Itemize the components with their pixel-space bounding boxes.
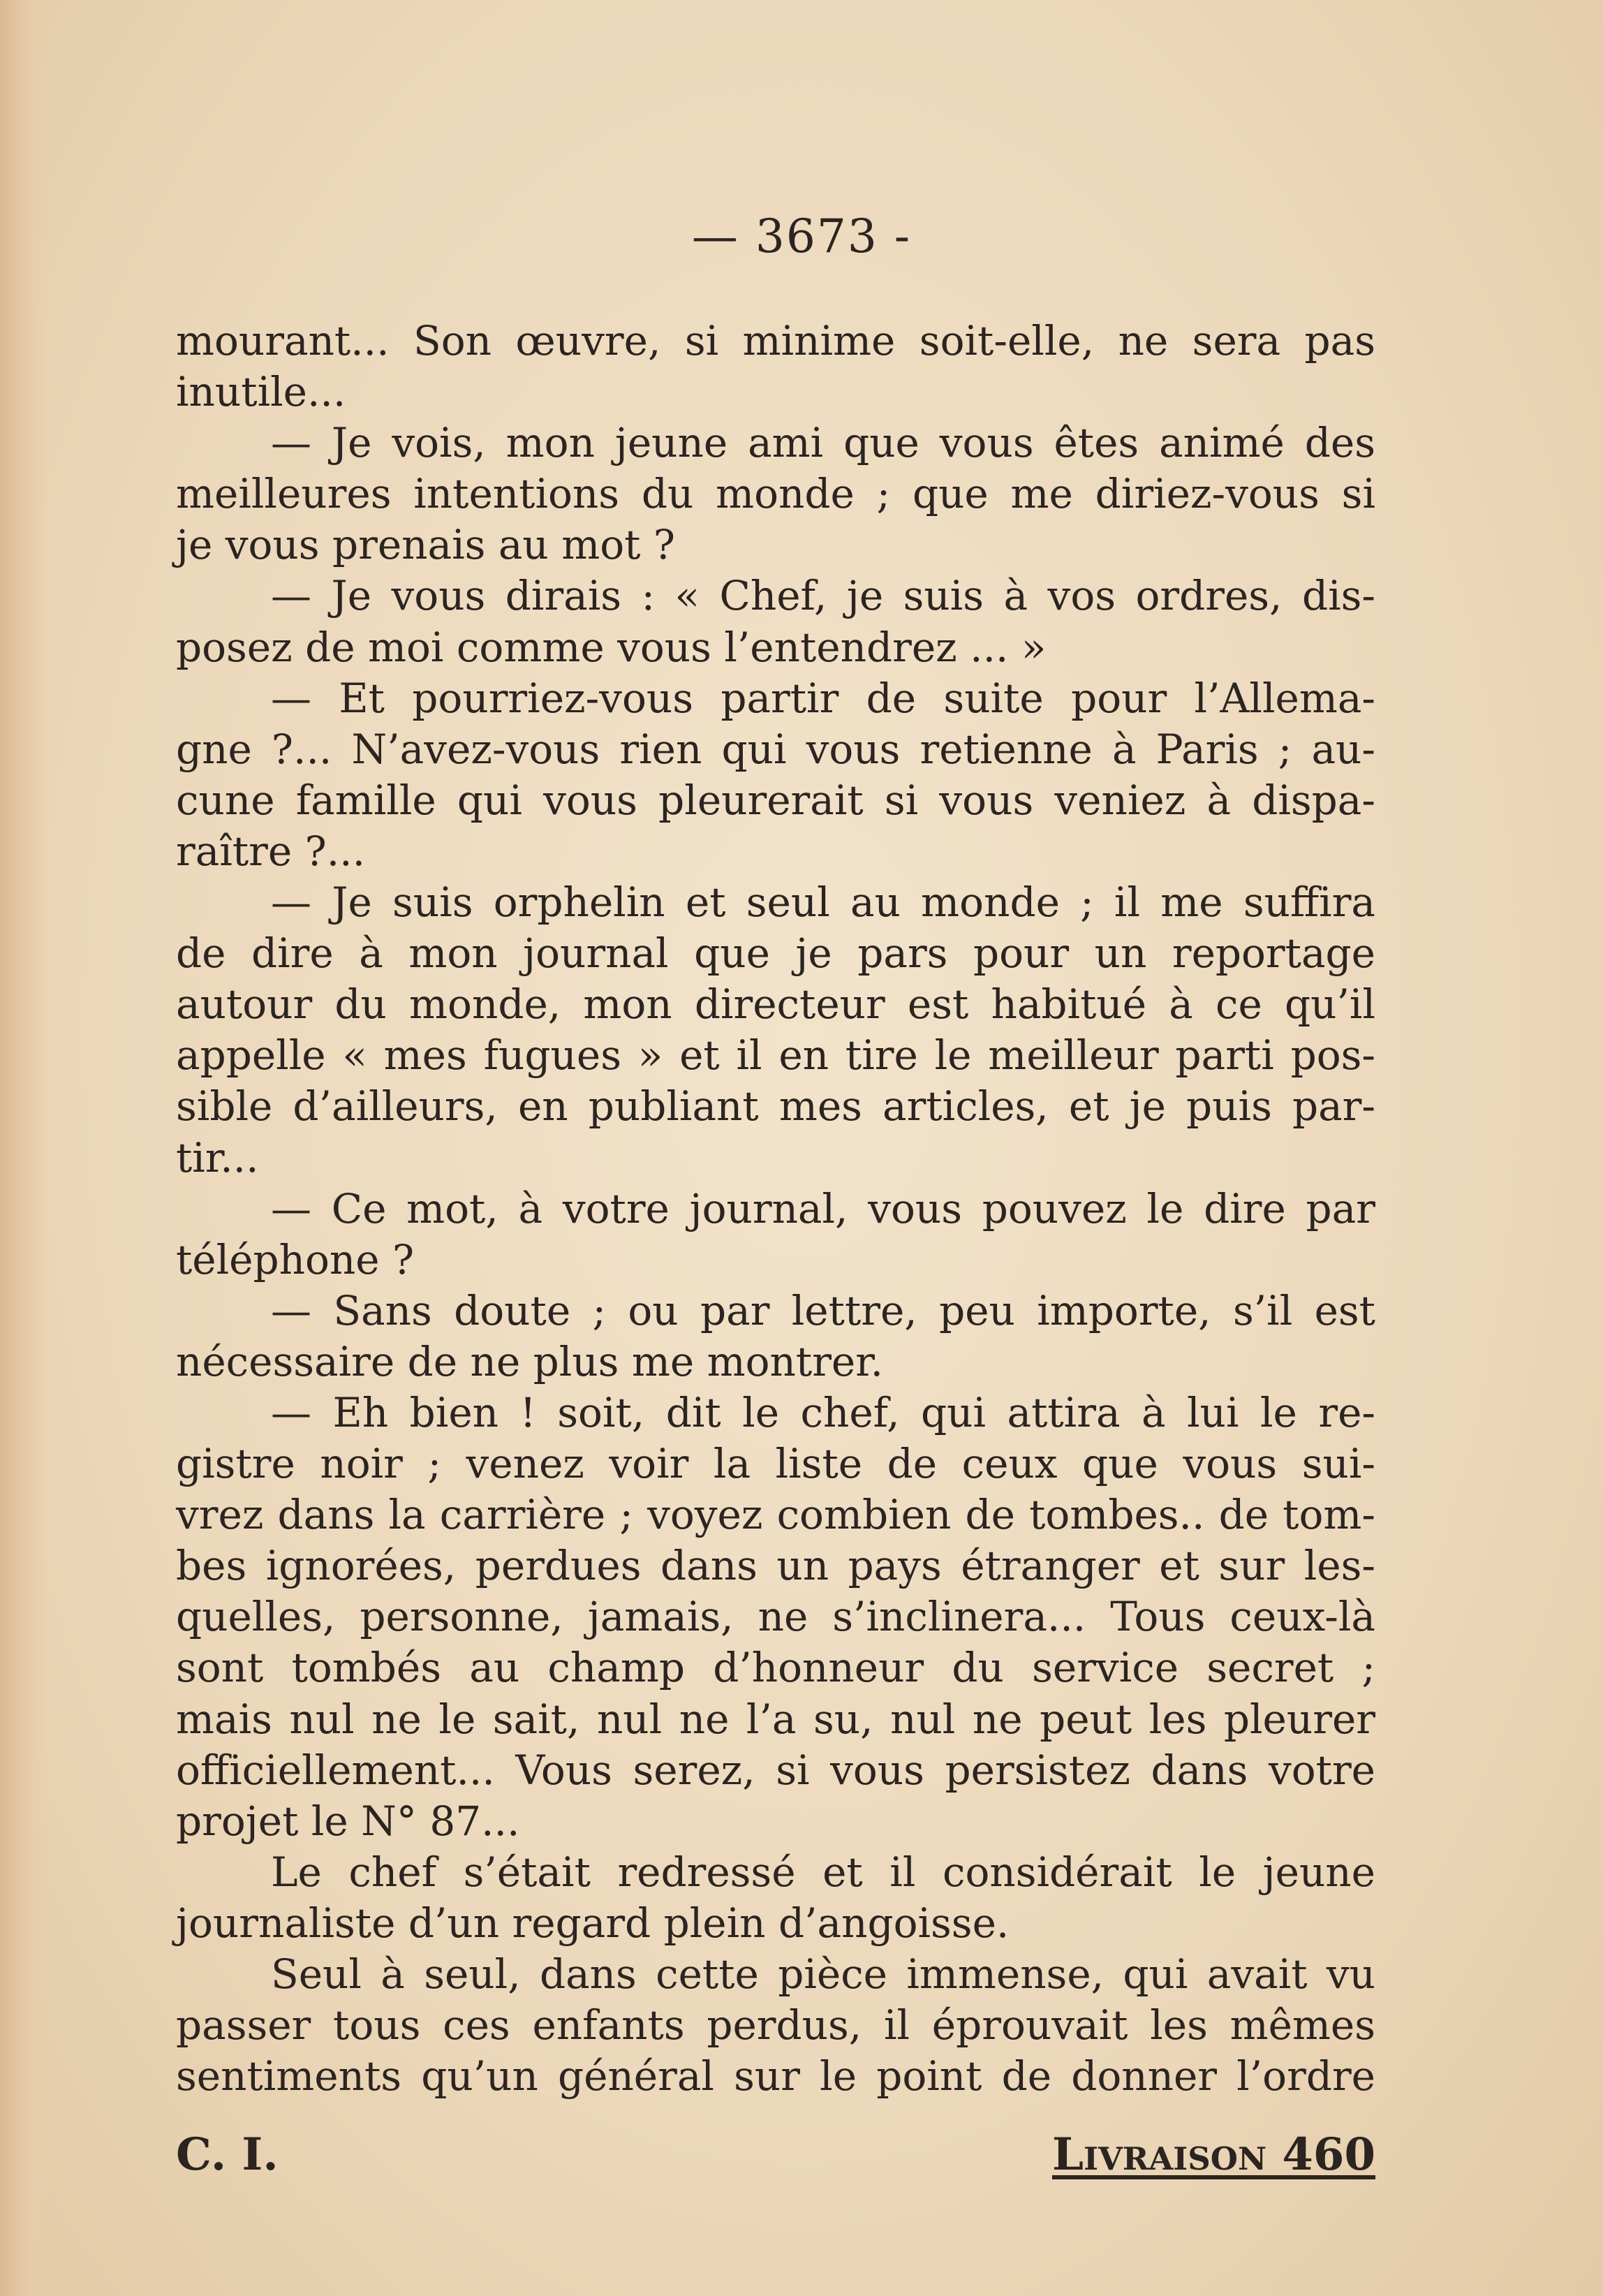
text-line: — Sans doute ; ou par lettre, peu importe, s’il est bbox=[271, 1286, 1375, 1334]
printer-signature: C. I. bbox=[176, 2128, 279, 2181]
text-line: raître ?... bbox=[176, 827, 366, 875]
page-footer bbox=[176, 2128, 1375, 2184]
text-line: téléphone ? bbox=[176, 1235, 415, 1283]
text-line: tir... bbox=[176, 1133, 259, 1182]
text-line: Seul à seul, dans cette pièce immense, qui avait vu bbox=[271, 1950, 1375, 1998]
text-line: projet le N° 87... bbox=[176, 1797, 520, 1845]
text-line: — Ce mot, à votre journal, vous pouvez le dire par bbox=[271, 1184, 1375, 1232]
text-line: — Eh bien ! soit, dit le chef, qui attira à lui le re- bbox=[271, 1388, 1375, 1436]
text-line: — Je suis orphelin et seul au monde ; il me suffira bbox=[271, 878, 1375, 927]
text-line: sible d’ailleurs, en publiant mes articles, et je puis par- bbox=[176, 1082, 1375, 1131]
text-line: vrez dans la carrière ; voyez combien de tombes.. de tom- bbox=[176, 1491, 1375, 1539]
text-line: appelle « mes fugues » et il en tire le meilleur parti pos- bbox=[176, 1031, 1375, 1080]
text-line: gistre noir ; venez voir la liste de ceux que vous sui- bbox=[176, 1440, 1375, 1488]
text-line: sentiments qu’un général sur le point de donner l’ordre bbox=[176, 2052, 1375, 2100]
page-number: — 3673 - bbox=[691, 209, 912, 263]
text-line: — Je vois, mon jeune ami que vous êtes animé des bbox=[271, 419, 1375, 467]
text-line: autour du monde, mon directeur est habitué à ce qu’il bbox=[176, 980, 1375, 1029]
text-line: cune famille qui vous pleurerait si vous veniez à dispa- bbox=[176, 776, 1375, 824]
text-line: gne ?... N’avez-vous rien qui vous retienne à Paris ; au- bbox=[176, 725, 1375, 773]
text-line: Le chef s’était redressé et il considérait le jeune bbox=[271, 1848, 1375, 1896]
body-text bbox=[176, 316, 1375, 2102]
text-line: mais nul ne le sait, nul ne l’a su, nul ne peut les pleurer bbox=[176, 1695, 1375, 1743]
issue-number: Livraison 460 bbox=[1051, 2128, 1375, 2181]
text-line: officiellement... Vous serez, si vous persistez dans votre bbox=[176, 1746, 1375, 1794]
page-edge-shadow bbox=[0, 0, 49, 2296]
text-line: journaliste d’un regard plein d’angoisse. bbox=[176, 1899, 1010, 1947]
text-line: meilleures intentions du monde ; que me diriez-vous si bbox=[176, 470, 1375, 518]
text-line: passer tous ces enfants perdus, il éprouvait les mêmes bbox=[176, 2001, 1375, 2050]
text-line: bes ignorées, perdues dans un pays étranger et sur les- bbox=[176, 1542, 1375, 1590]
text-line: sont tombés au champ d’honneur du service secret ; bbox=[176, 1644, 1375, 1692]
text-line: mourant... Son œuvre, si minime soit-elle, ne sera pas bbox=[176, 317, 1375, 365]
text-line: de dire à mon journal que je pars pour un reportage bbox=[176, 929, 1375, 978]
text-line: posez de moi comme vous l’entendrez ... » bbox=[176, 623, 1047, 671]
text-line: je vous prenais au mot ? bbox=[176, 521, 675, 569]
text-line: quelles, personne, jamais, ne s’inclinera... Tous ceux-là bbox=[176, 1593, 1375, 1641]
text-line: inutile... bbox=[176, 368, 346, 416]
text-line: nécessaire de ne plus me montrer. bbox=[176, 1337, 884, 1385]
text-line: — Et pourriez-vous partir de suite pour l’Allema- bbox=[271, 674, 1375, 722]
text-line: — Je vous dirais : « Chef, je suis à vos ordres, dis- bbox=[271, 572, 1375, 620]
